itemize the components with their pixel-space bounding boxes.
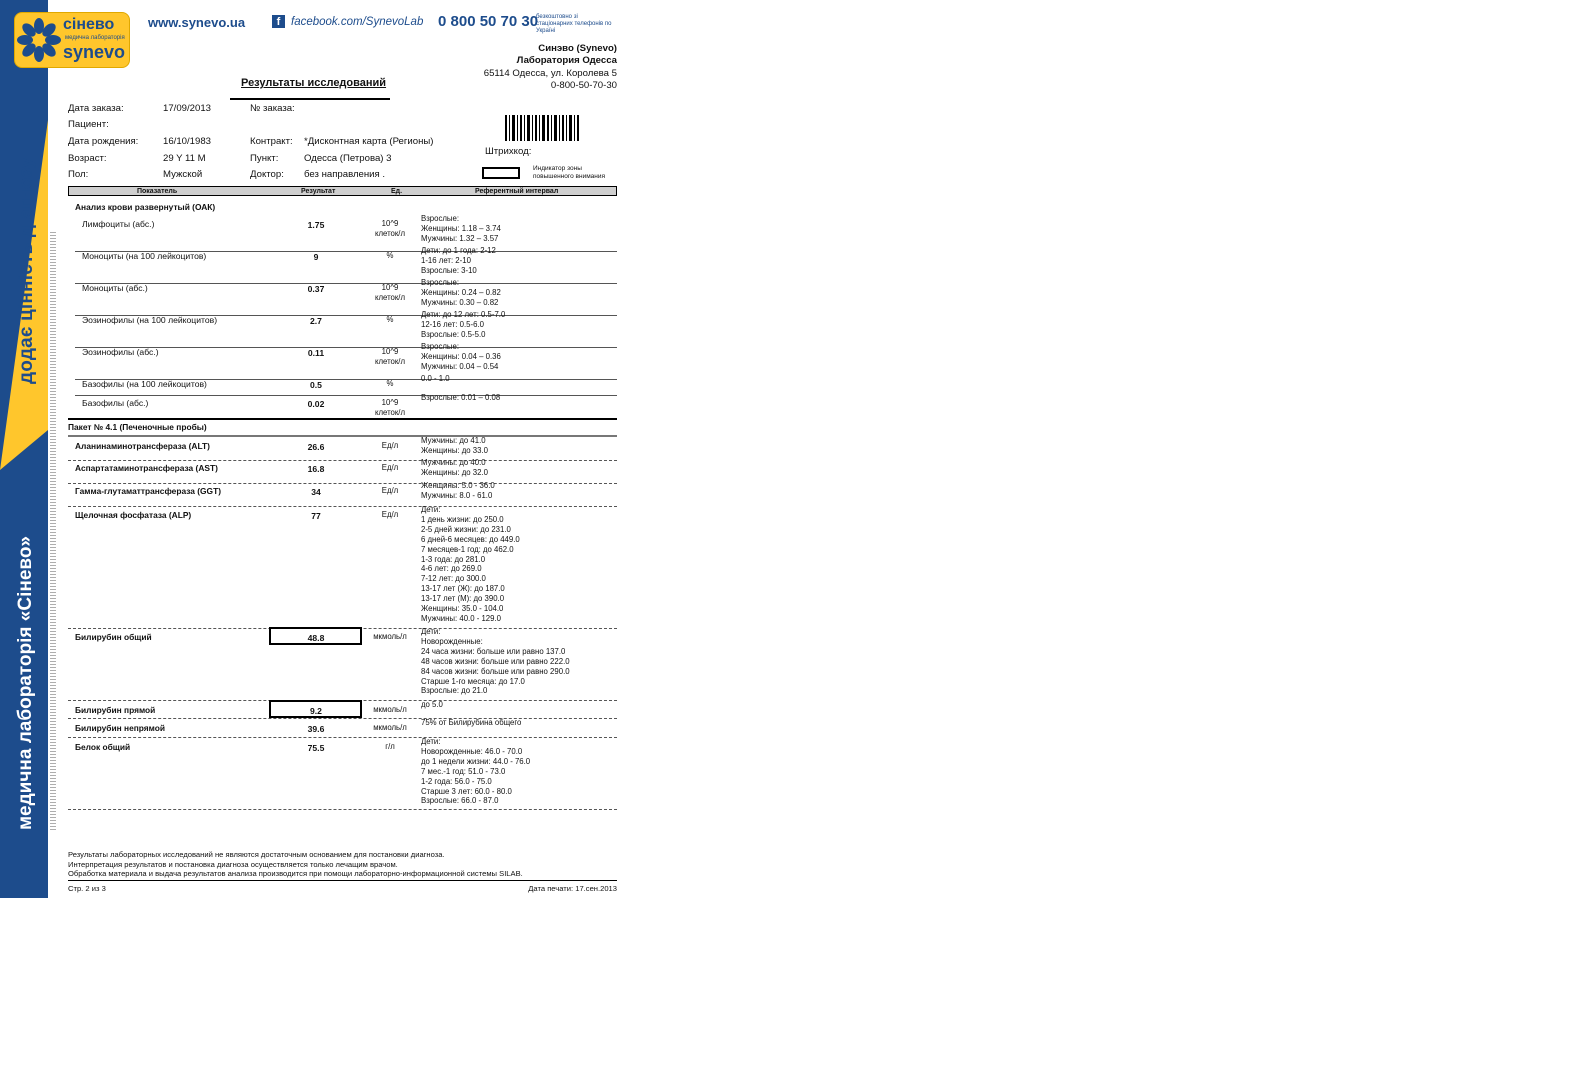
lab-name: Синэво (Synevo) (538, 43, 617, 54)
patient-label: Пациент: (68, 119, 109, 130)
indicator-name: Билирубин общий (75, 632, 152, 642)
reference-line: Дети: (421, 627, 441, 636)
indicator-name: Аланинаминотрансфераза (ALT) (75, 441, 210, 451)
results-table-header (68, 186, 617, 196)
unit-text: 10^9 (381, 347, 399, 356)
logo-text-bottom: synevo (63, 42, 126, 62)
order-date-label: Дата заказа: (68, 103, 124, 114)
reference-line: Взрослые: (421, 342, 460, 351)
reference-line: Мужчины: 0.30 – 0.82 (421, 297, 499, 307)
reference-line: Новорожденные: (421, 636, 483, 646)
lab-branch: Лаборатория Одесса (516, 55, 617, 66)
reference-line: Дети: до 12 лет: 0.5-7.0 (421, 310, 506, 319)
indicator-name: Белок общий (75, 742, 131, 752)
unit-text: мкмоль/л (373, 632, 407, 641)
reference-line: Взрослые: 0.5-5.0 (421, 329, 486, 339)
indicator-name: Базофилы (на 100 лейкоцитов) (82, 379, 207, 389)
point-label: Пункт: (250, 153, 279, 164)
flower-icon (17, 18, 61, 62)
result-value: 9.2 (310, 706, 322, 716)
reference-line: Взрослые: 3-10 (421, 265, 477, 275)
reference-line: 75% от Билирубина общего (421, 718, 522, 727)
reference-line: Женщины: 35.0 - 104.0 (421, 604, 504, 613)
reference-line: Взрослые: 0.01 – 0.08 (421, 393, 501, 402)
unit-text: Ед/л (381, 463, 399, 472)
facebook-link[interactable]: facebook.com/SynevoLab (291, 16, 424, 28)
indicator-name: Билирубин непрямой (75, 723, 166, 733)
unit-text: мкмоль/л (373, 723, 407, 732)
hotline-phone[interactable]: 0 800 50 70 30 (438, 13, 539, 30)
logo-text-top: сінево (63, 16, 115, 33)
reference-line: Женщины: 0.24 – 0.82 (421, 287, 501, 297)
reference-line: 13-17 лет (Ж): до 187.0 (421, 584, 505, 594)
indicator-name: Аспартатаминотрансфераза (AST) (75, 463, 218, 473)
attention-indicator-sample (482, 167, 520, 179)
unit-text: клеток/л (374, 407, 406, 417)
indicator-name: Гамма-глутаматтрансфераза (GGT) (75, 486, 221, 496)
reference-line: Новорожденные: 46.0 - 70.0 (421, 746, 523, 756)
results-table-body (0, 0, 1, 1)
indicator-note-2: повышенного внимания (533, 173, 606, 180)
result-value: 48.8 (307, 633, 325, 643)
col-reference: Референтный интервал (475, 188, 559, 195)
reference-line: 0.0 - 1.0 (421, 374, 450, 383)
col-result: Результат (301, 188, 336, 195)
logo-text-sub: медична лабораторія (65, 35, 125, 41)
row-separator (68, 718, 617, 719)
reference-line: 12-16 лет: 0.5-6.0 (421, 319, 484, 329)
reference-line: Дети: (421, 505, 441, 514)
indicator-name: Щелочная фосфатаза (ALP) (75, 510, 192, 520)
print-date: Дата печати: 17.сен.2013 (528, 884, 617, 893)
barcode (505, 115, 579, 141)
reference-line: 6 дней-6 месяцев: до 449.0 (421, 534, 520, 544)
point-value: Одесса (Петрова) 3 (304, 153, 392, 164)
doctor-label: Доктор: (250, 169, 284, 180)
result-value: 2.7 (310, 316, 322, 326)
reference-line: Взрослые: (421, 278, 460, 287)
indicator-name: Лимфоциты (абс.) (82, 219, 155, 229)
hotline-note: безкоштовно зі стаціонарних телефонів по Україні (536, 14, 612, 34)
reference-line: до 5.0 (421, 700, 443, 709)
unit-text: 10^9 (381, 283, 399, 292)
lab-address: 65114 Одесса, ул. Королева 5 (483, 68, 617, 79)
section-liver-rule (68, 435, 617, 437)
unit-text: 10^9 (381, 219, 399, 228)
indicator-name: Эозинофилы (абс.) (82, 347, 159, 357)
age-label: Возраст: (68, 153, 107, 164)
row-separator (68, 483, 617, 484)
out-of-range-flag (269, 700, 362, 718)
synevo-logo[interactable] (14, 12, 130, 68)
indicator-name: Моноциты (на 100 лейкоцитов) (82, 251, 207, 261)
result-value: 0.5 (310, 380, 322, 390)
unit-text: 10^9 (381, 398, 399, 407)
license-fine-print (50, 230, 56, 830)
page-number: Стр. 2 из 3 (68, 884, 106, 893)
section-cbc-title: Анализ крови развернутый (ОАК) (75, 202, 216, 212)
row-separator (68, 809, 617, 810)
reference-line: 1-3 года: до 281.0 (421, 554, 486, 564)
out-of-range-flag (269, 627, 362, 645)
sex-label: Пол: (68, 169, 89, 180)
indicator-note-1: Индикатор зоны (533, 165, 582, 172)
unit-text: г/л (385, 742, 395, 751)
reference-line: Старше 3 лет: 60.0 - 80.0 (421, 786, 512, 796)
slogan-vertical: додає цінність діагнозу (16, 157, 37, 384)
unit-text: % (386, 315, 394, 324)
reference-line: до 1 недели жизни: 44.0 - 76.0 (421, 756, 531, 766)
dob-label: Дата рождения: (68, 136, 139, 147)
row-separator (68, 506, 617, 507)
report-title: Результаты исследований (241, 77, 387, 89)
result-value: 0.37 (307, 284, 325, 294)
section-liver-title: Пакет № 4.1 (Печеночные пробы) (68, 422, 207, 432)
reference-line: 13-17 лет (М): до 390.0 (421, 594, 505, 604)
row-separator (68, 737, 617, 738)
order-date-value: 17/09/2013 (163, 103, 212, 114)
col-indicator: Показатель (137, 188, 178, 195)
contract-label: Контракт: (250, 136, 293, 147)
unit-text: Ед/л (381, 486, 399, 495)
footer-rule (68, 880, 617, 881)
reference-line: Взрослые: (421, 214, 460, 223)
reference-line: 84 часов жизни: больше или равно 290.0 (421, 666, 570, 676)
result-value: 9 (313, 252, 319, 262)
result-value: 39.6 (307, 724, 325, 734)
reference-line: Взрослые: до 21.0 (421, 686, 488, 696)
reference-line: Мужчины: до 40.0 (421, 458, 486, 467)
reference-line: 7 месяцев-1 год: до 462.0 (421, 544, 514, 554)
disclaimer-1: Результаты лабораторных исследований не являются достаточным основанием для постановки диагноза. (68, 850, 445, 859)
unit-text: клеток/л (374, 228, 406, 238)
unit-text: клеток/л (374, 292, 406, 302)
reference-line: Женщины: 0.04 – 0.36 (421, 351, 501, 361)
indicator-name: Базофилы (абс.) (82, 398, 149, 408)
lab-phone: 0-800-50-70-30 (550, 80, 617, 91)
result-value: 77 (311, 511, 321, 521)
row-separator (68, 460, 617, 461)
row-separator (75, 283, 617, 284)
facebook-icon: f (272, 15, 285, 28)
result-value: 1.75 (307, 220, 325, 230)
indicator-name: Эозинофилы (на 100 лейкоцитов) (82, 315, 218, 325)
reference-line: 1-16 лет: 2-10 (421, 255, 471, 265)
reference-line: 4-6 лет: до 269.0 (421, 564, 482, 574)
result-value: 26.6 (307, 442, 325, 452)
disclaimer-2: Интерпретация результатов и постановка диагноза осуществляется только лечащим врачом. (68, 860, 398, 869)
order-number-label: № заказа: (250, 103, 295, 114)
reference-line: Старше 1-го месяца: до 17.0 (421, 676, 525, 686)
col-unit: Ед. (391, 188, 403, 195)
contract-value: *Дисконтная карта (Регионы) (304, 136, 434, 147)
sex-value: Мужской (163, 169, 203, 180)
result-value: 16.8 (307, 464, 325, 474)
result-value: 75.5 (307, 743, 325, 753)
unit-text: мкмоль/л (373, 705, 407, 714)
doctor-value: без направления . (304, 169, 386, 180)
unit-text: клеток/л (374, 356, 406, 366)
disclaimer-3: Обработка материала и выдача результатов анализа производится при помощи лабораторно-информационной системы SILAB. (68, 869, 523, 878)
reference-line: Мужчины: 0.04 – 0.54 (421, 361, 499, 371)
reference-line: 48 часов жизни: больше или равно 222.0 (421, 656, 570, 666)
row-separator (75, 395, 617, 396)
barcode-label: Штрихкод: (485, 146, 532, 157)
reference-line: Мужчины: до 41.0 (421, 436, 486, 445)
reference-line: 1 день жизни: до 250.0 (421, 514, 504, 524)
result-value: 0.02 (307, 399, 325, 409)
reference-line: Мужчины: 1.32 – 3.57 (421, 233, 499, 243)
unit-text: % (386, 251, 394, 260)
website-link[interactable]: www.synevo.ua (148, 15, 246, 30)
reference-line: Женщины: до 32.0 (421, 467, 488, 477)
reference-line: 1-2 года: 56.0 - 75.0 (421, 776, 492, 786)
result-value: 34 (311, 487, 321, 497)
reference-line: 7-12 лет: до 300.0 (421, 574, 486, 584)
lab-line-vertical: медична лабораторія «Сінево» (15, 536, 36, 830)
reference-line: Мужчины: 8.0 - 61.0 (421, 490, 493, 500)
title-rule (230, 98, 390, 100)
reference-line: 2-5 дней жизни: до 231.0 (421, 524, 511, 534)
result-value: 0.11 (307, 348, 325, 358)
reference-line: Дети: до 1 года: 2-12 (421, 246, 496, 255)
reference-line: Женщины: 1.18 – 3.74 (421, 223, 501, 233)
dob-value: 16/10/1983 (163, 136, 212, 147)
unit-text: Ед/л (381, 441, 399, 450)
reference-line: Женщины: до 33.0 (421, 445, 488, 455)
reference-line: Женщины: 5.0 - 36.0 (421, 481, 495, 490)
reference-line: 24 часа жизни: больше или равно 137.0 (421, 646, 566, 656)
indicator-name: Билирубин прямой (75, 705, 156, 715)
unit-text: Ед/л (381, 510, 399, 519)
reference-line: Мужчины: 40.0 - 129.0 (421, 613, 501, 623)
reference-line: Дети: (421, 737, 441, 746)
reference-line: 7 мес.-1 год: 51.0 - 73.0 (421, 766, 506, 776)
age-value: 29 Y 11 M (163, 153, 206, 164)
section-divider (68, 418, 617, 420)
reference-line: Взрослые: 66.0 - 87.0 (421, 796, 499, 806)
indicator-name: Моноциты (абс.) (82, 283, 148, 293)
unit-text: % (386, 379, 394, 388)
